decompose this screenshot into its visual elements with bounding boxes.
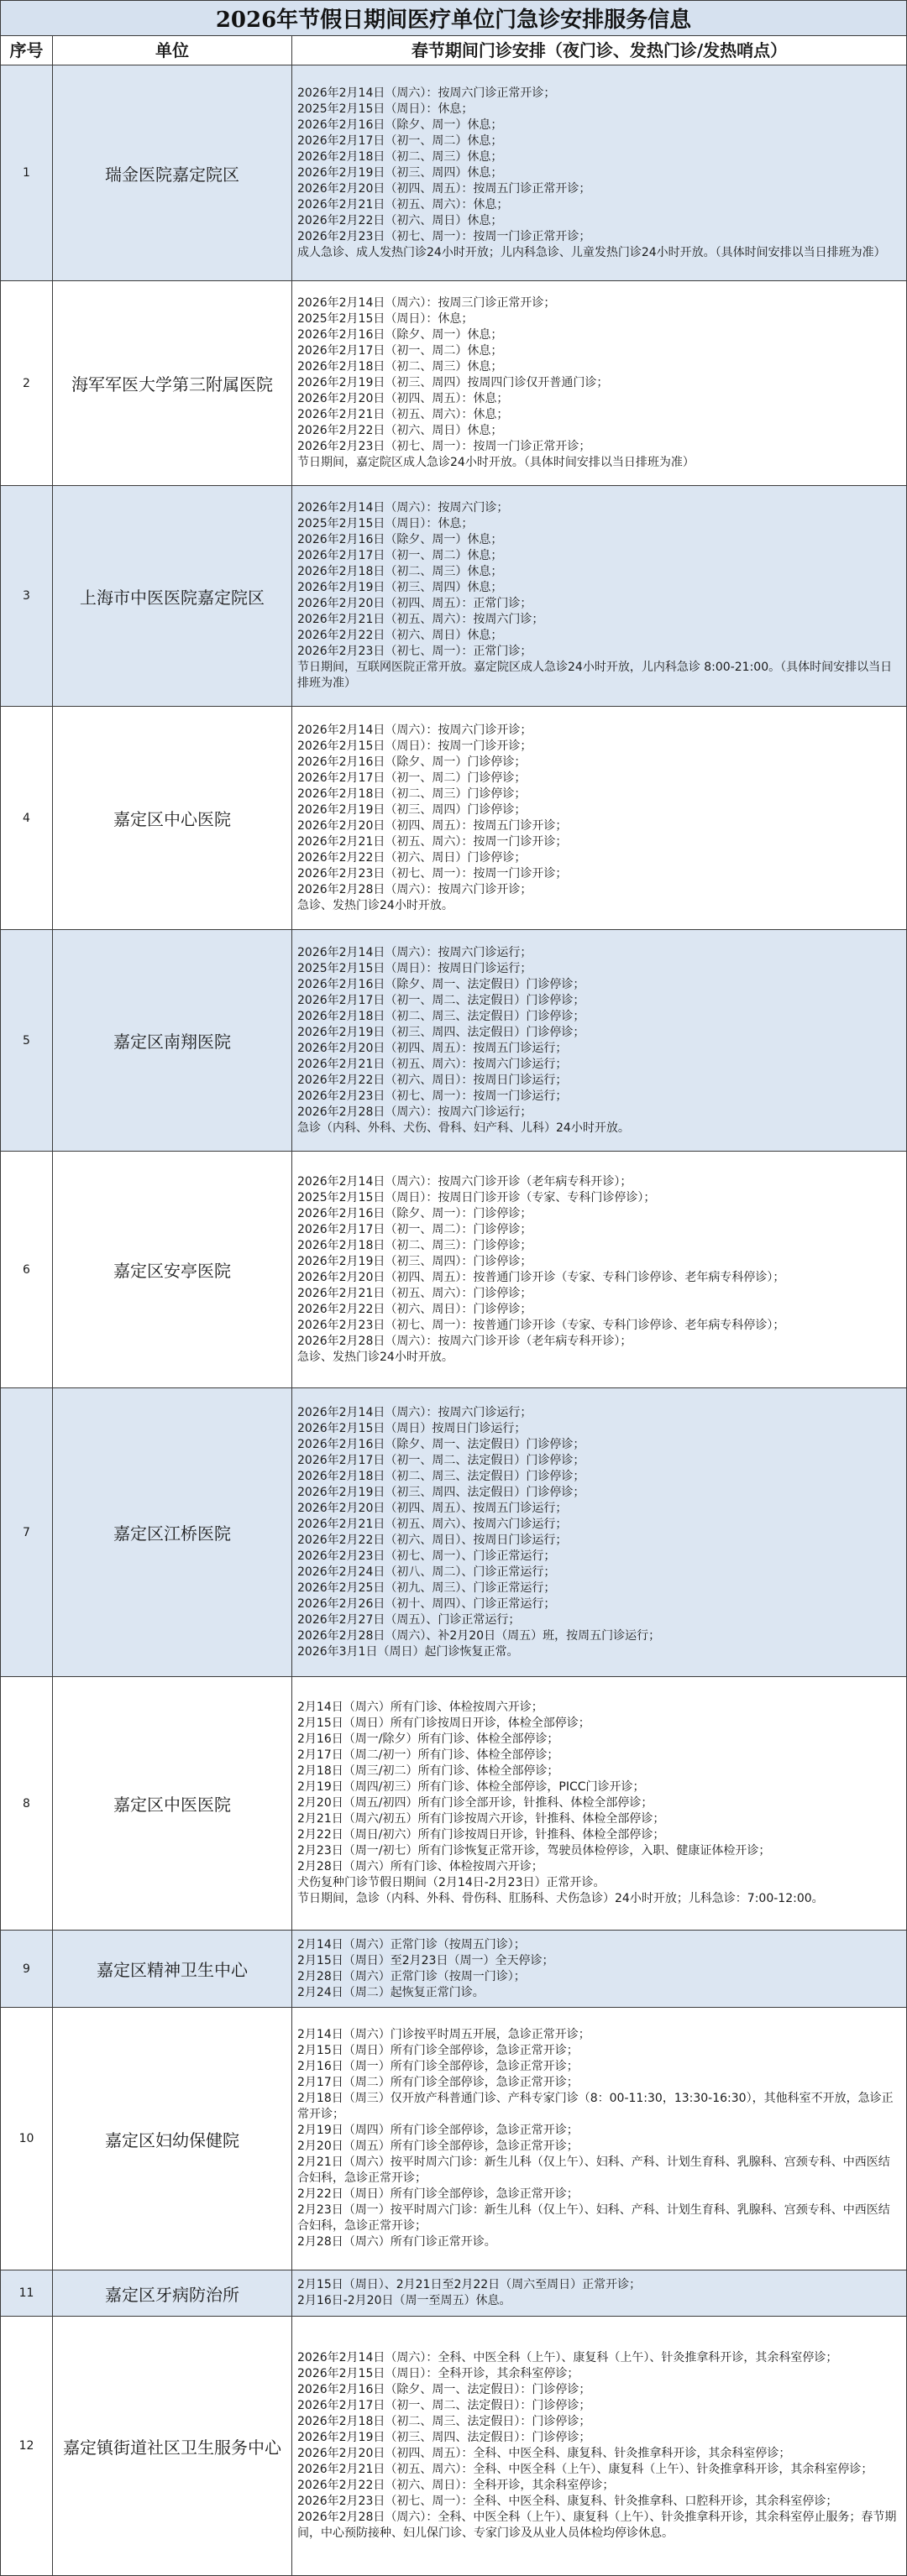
schedule-line: 节日期间，嘉定院区成人急诊24小时开放。（具体时间安排以当日排班为准） bbox=[297, 456, 695, 469]
schedule-line: 2026年2月16日（除夕、周一）休息； bbox=[297, 118, 503, 132]
schedule-line: 2026年2月14日（周六）：按周三门诊正常开诊； bbox=[297, 296, 556, 310]
schedule-line: 2月14日（周六）正常门诊（按周五门诊）； bbox=[297, 1937, 526, 1952]
schedule-line: 2025年2月15日（周日）：按周日门诊运行； bbox=[297, 961, 532, 975]
row-index-cell bbox=[1, 486, 53, 706]
row-index-cell bbox=[1, 2317, 53, 2575]
schedule-line: 2026年2月17日（初一、周二、法定假日）：门诊停诊； bbox=[297, 2399, 591, 2412]
schedule-line: 2月17日（周二/初一）所有门诊、体检全部停诊； bbox=[297, 1748, 559, 1762]
unit-name-cell bbox=[53, 281, 292, 485]
schedule-line: 2月28日（周六）所有门诊、体检按周六开诊； bbox=[297, 1860, 543, 1873]
row-index-cell bbox=[1, 2008, 53, 2270]
schedule-line: 节日期间，互联网医院正常开放。嘉定院区成人急诊24小时开放，儿内科急诊 8:00-21:00。（具体时间安排以当日排班为准） bbox=[297, 661, 893, 690]
table-row bbox=[1, 486, 906, 707]
row-index-cell bbox=[1, 707, 53, 929]
schedule-line: 2月28日（周六）所有门诊正常开诊。 bbox=[297, 2235, 496, 2249]
page-title bbox=[1, 0, 906, 36]
schedule-line: 2026年2月23日（初七、周一）：按周一门诊正常开诊； bbox=[297, 229, 591, 243]
schedule-cell bbox=[292, 486, 906, 706]
table-row bbox=[1, 281, 906, 486]
row-index-cell bbox=[1, 1677, 53, 1930]
schedule-line: 2026年2月17日（初一、周二、法定假日）门诊停诊； bbox=[297, 1453, 585, 1467]
schedule-line: 2026年2月14日（周六）：按周六门诊开诊； bbox=[297, 723, 532, 737]
row-index: 4 bbox=[23, 811, 30, 825]
schedule-line: 2月18日（周三/初二）所有门诊、体检全部停诊； bbox=[297, 1764, 559, 1778]
unit-name: 上海市中医医院嘉定院区 bbox=[80, 587, 265, 608]
row-index: 3 bbox=[23, 589, 30, 603]
schedule-line: 2026年2月14日（周六）：按周六门诊； bbox=[297, 501, 509, 515]
schedule-line: 2026年2月14日（周六）：按周六门诊运行； bbox=[297, 945, 532, 959]
schedule-line: 2月15日（周日）、2月21日至2月22日（周六至周日）正常开诊； bbox=[297, 2278, 642, 2291]
row-index: 9 bbox=[23, 1962, 30, 1976]
table-row bbox=[1, 1677, 906, 1931]
schedule-line: 2月18日（周三）仅开放产科普通门诊、产科专家门诊（8：00-11:30，13:30-16:30），其他科室不开放，急诊正常开诊； bbox=[297, 2092, 894, 2121]
table-row bbox=[1, 930, 906, 1152]
schedule-line: 2026年2月17日（初一、周二）休息； bbox=[297, 344, 503, 358]
table-row bbox=[1, 1152, 906, 1388]
schedule-line: 2月23日（周一）按平时周六门诊：新生儿科（仅上午）、妇科、产科、计划生育科、乳腺科、宫颈专科、中西医结合妇科，急诊正常开诊； bbox=[297, 2203, 890, 2233]
row-index: 5 bbox=[23, 1033, 30, 1048]
schedule-line: 2026年2月18日（初二、周三）：门诊停诊； bbox=[297, 1238, 532, 1252]
schedule-line: 2026年2月18日（初二、周三）休息； bbox=[297, 565, 503, 578]
schedule-line: 2026年2月20日（初四、周五）：正常门诊； bbox=[297, 597, 532, 610]
row-index: 8 bbox=[23, 1796, 30, 1811]
schedule-line: 2026年2月21日（初五、周六）：按周六门诊； bbox=[297, 613, 544, 626]
schedule-cell bbox=[292, 707, 906, 929]
header-unit-label: 单位 bbox=[155, 40, 189, 60]
unit-name-cell bbox=[53, 65, 292, 280]
schedule-line: 2月16日（周一）所有门诊全部停诊，急诊正常开诊； bbox=[297, 2060, 579, 2073]
unit-name: 瑞金医院嘉定院区 bbox=[105, 164, 239, 185]
schedule-line: 2月15日（周日）所有门诊全部停诊，急诊正常开诊； bbox=[297, 2044, 579, 2057]
schedule-line: 2月15日（周日）至2月23日（周一）全天停诊； bbox=[297, 1953, 554, 1967]
unit-name-cell bbox=[53, 2270, 292, 2316]
schedule-line: 2026年2月21日（初五、周六）：全科、中医全科（上午）、康复科（上午）、针灸推拿科开诊，其余科室停诊； bbox=[297, 2463, 873, 2476]
schedule-line: 2026年2月22日（初六、周日）休息； bbox=[297, 629, 503, 642]
schedule-line: 2026年2月15日（周日）：全科开诊，其余科室停诊； bbox=[297, 2367, 579, 2380]
unit-name: 嘉定镇街道社区卫生服务中心 bbox=[63, 2437, 281, 2458]
schedule-line: 2025年2月15日（周日）：按周日门诊开诊（专家、专科门诊停诊）； bbox=[297, 1190, 656, 1204]
table-row bbox=[1, 1388, 906, 1677]
schedule-line: 2026年2月14日（周六）：按周六门诊运行； bbox=[297, 1405, 532, 1419]
unit-name-cell bbox=[53, 1152, 292, 1387]
schedule-line: 2026年2月17日（初一、周二）门诊停诊； bbox=[297, 771, 527, 785]
schedule-line: 2026年2月19日（初三、周四、法定假日）门诊停诊； bbox=[297, 1025, 585, 1039]
unit-name: 嘉定区安亭医院 bbox=[113, 1261, 231, 1281]
schedule-line: 2026年2月20日（初四、周五）：按周五门诊运行； bbox=[297, 1041, 568, 1055]
unit-name-cell bbox=[53, 2317, 292, 2575]
unit-name-cell bbox=[53, 2008, 292, 2270]
schedule-line: 2026年2月23日（初七、周一）：按普通门诊开诊（专家、专科门诊停诊、老年病专科停诊）； bbox=[297, 1318, 785, 1332]
unit-name: 嘉定区妇幼保健院 bbox=[105, 2129, 239, 2150]
schedule-lines bbox=[297, 1700, 901, 1907]
table-row bbox=[1, 707, 906, 930]
schedule-line: 2026年2月22日（初六、周日）：门诊停诊； bbox=[297, 1302, 532, 1316]
unit-name: 海军军医大学第三附属医院 bbox=[71, 374, 273, 394]
schedule-line: 2026年2月20日（初四、周五）、按周五门诊运行； bbox=[297, 1501, 568, 1515]
table-row bbox=[1, 2008, 906, 2270]
schedule-line: 2026年2月25日（初九、周三）、门诊正常运行； bbox=[297, 1581, 556, 1595]
schedule-line: 2026年2月15日（周日）：按周一门诊开诊； bbox=[297, 739, 532, 753]
schedule-line: 2月19日（周四）所有门诊全部停诊，急诊正常开诊； bbox=[297, 2124, 579, 2137]
schedule-line: 2026年2月19日（初三、周四、法定假日）：门诊停诊； bbox=[297, 2431, 591, 2444]
schedule-line: 2026年2月16日（除夕、周一）：门诊停诊； bbox=[297, 1206, 532, 1220]
unit-name: 嘉定区中心医院 bbox=[113, 809, 231, 829]
schedule-line: 急诊、发热门诊24小时开放。 bbox=[297, 1350, 454, 1364]
row-index: 1 bbox=[23, 166, 30, 180]
schedule-line: 2026年2月26日（初十、周四）、门诊正常运行； bbox=[297, 1596, 556, 1611]
schedule-line: 2月20日（周五）所有门诊全部停诊，急诊正常开诊； bbox=[297, 2140, 579, 2153]
unit-name: 嘉定区牙病防治所 bbox=[105, 2284, 239, 2305]
schedule-line: 节日期间，急诊（内科、外科、骨伤科、肛肠科、犬伤急诊）24小时开放；儿科急诊：7:00-12:00。 bbox=[297, 1892, 824, 1905]
schedule-line: 2026年2月21日（初五、周六）：休息； bbox=[297, 408, 509, 421]
row-index-cell bbox=[1, 1388, 53, 1676]
schedule-line: 2026年2月20日（初四、周五）：按普通门诊开诊（专家、专科门诊停诊、老年病专科停诊）； bbox=[297, 1270, 785, 1284]
schedule-line: 2月21日（周六）按平时周六门诊：新生儿科（仅上午）、妇科、产科、计划生育科、乳腺科、宫颈专科、中西医结合妇科，急诊正常开诊； bbox=[297, 2155, 890, 2185]
schedule-line: 2月24日（周二）起恢复正常门诊。 bbox=[297, 1985, 485, 1999]
schedule-cell bbox=[292, 1388, 906, 1676]
unit-name-cell bbox=[53, 930, 292, 1151]
schedule-line: 2026年2月18日（初二、周三、法定假日）门诊停诊； bbox=[297, 1469, 585, 1483]
unit-name-cell bbox=[53, 486, 292, 706]
schedule-line: 2026年2月22日（初六、周日）：按周日门诊运行； bbox=[297, 1073, 568, 1087]
schedule-line: 2026年2月17日（初一、周二）休息； bbox=[297, 549, 503, 562]
table-row bbox=[1, 1931, 906, 2008]
unit-name-cell bbox=[53, 1931, 292, 2007]
schedule-line: 2月23日（周一/初七）所有门诊恢复正常开诊，驾驶员体检停诊，入职、健康证体检开诊； bbox=[297, 1844, 771, 1858]
schedule-line: 2026年2月19日（初三、周四、法定假日）门诊停诊； bbox=[297, 1485, 585, 1499]
schedule-line: 2026年2月18日（初二、周三）休息； bbox=[297, 360, 503, 374]
header-index-label: 序号 bbox=[9, 40, 44, 60]
schedule-line: 2025年2月15日（周日）：休息； bbox=[297, 102, 474, 116]
schedule-line: 2026年2月16日（除夕、周一）门诊停诊； bbox=[297, 755, 527, 769]
schedule-cell bbox=[292, 1152, 906, 1387]
schedule-line: 2月17日（周二）所有门诊全部停诊，急诊正常开诊； bbox=[297, 2076, 579, 2089]
schedule-cell bbox=[292, 2008, 906, 2270]
schedule-cell bbox=[292, 2270, 906, 2316]
schedule-line: 2月19日（周四/初三）所有门诊、体检全部停诊，PICC门诊开诊； bbox=[297, 1780, 645, 1794]
schedule-line: 2026年2月14日（周六）：按周六门诊开诊（老年病专科开诊）； bbox=[297, 1174, 632, 1189]
unit-name: 嘉定区中医医院 bbox=[113, 1795, 231, 1815]
header-schedule-label: 春节期间门诊安排（夜门诊、发热门诊/发热哨点） bbox=[411, 40, 788, 60]
schedule-line: 2026年2月20日（初四、周五）：全科、中医全科、康复科、针灸推拿科开诊，其余科室停诊； bbox=[297, 2447, 791, 2460]
schedule-lines bbox=[297, 2350, 901, 2542]
row-index-cell bbox=[1, 1931, 53, 2007]
schedule-line: 2026年2月19日（初三、周四）：门诊停诊； bbox=[297, 1254, 532, 1268]
schedule-line: 2026年2月18日（初二、周三、法定假日）门诊停诊； bbox=[297, 1009, 585, 1023]
schedule-line: 2026年2月19日（初三、周四）门诊停诊； bbox=[297, 802, 527, 817]
schedule-line: 2025年2月15日（周日）：休息； bbox=[297, 517, 474, 530]
unit-name-cell bbox=[53, 1388, 292, 1676]
schedule-line: 2026年2月19日（初三、周四）按周四门诊仅开普通门诊； bbox=[297, 376, 609, 389]
schedule-line: 2026年2月23日（初七、周一）、门诊正常运行； bbox=[297, 1549, 556, 1563]
schedule-line: 2026年2月28日（周六）：按周六门诊开诊（老年病专科开诊）； bbox=[297, 1334, 632, 1348]
row-index-cell bbox=[1, 930, 53, 1151]
schedule-line: 2026年2月17日（初一、周二）休息； bbox=[297, 133, 503, 148]
schedule-lines bbox=[297, 295, 901, 471]
row-index: 7 bbox=[23, 1525, 30, 1539]
schedule-line: 2026年2月23日（初七、周一）：正常门诊； bbox=[297, 645, 532, 658]
schedule-line: 2月14日（周六）门诊按平时周五开展，急诊正常开诊； bbox=[297, 2028, 590, 2041]
schedule-lines bbox=[297, 1937, 901, 2001]
schedule-line: 2026年2月18日（初二、周三）门诊停诊； bbox=[297, 786, 527, 801]
schedule-line: 2026年2月19日（初三、周四）休息； bbox=[297, 581, 503, 594]
schedule-line: 2026年2月23日（初七、周一）：按周一门诊开诊； bbox=[297, 866, 568, 880]
schedule-line: 急诊、发热门诊24小时开放。 bbox=[297, 898, 454, 912]
schedule-line: 2026年2月22日（初六、周日）门诊停诊； bbox=[297, 850, 527, 865]
schedule-line: 2026年2月16日（除夕、周一）休息； bbox=[297, 533, 503, 546]
schedule-cell bbox=[292, 2317, 906, 2575]
schedule-lines bbox=[297, 945, 901, 1136]
schedule-lines bbox=[297, 2027, 901, 2250]
schedule-line: 2026年2月20日（初四、周五）：按周五门诊正常开诊； bbox=[297, 181, 591, 196]
schedule-line: 2026年2月22日（初六、周日）：全科开诊，其余科室停诊； bbox=[297, 2479, 615, 2492]
schedule-line: 2026年2月15日（周日）按周日门诊运行； bbox=[297, 1421, 527, 1435]
schedule-line: 2026年2月17日（初一、周二）：门诊停诊； bbox=[297, 1222, 532, 1236]
row-index-cell bbox=[1, 65, 53, 280]
unit-name: 嘉定区精神卫生中心 bbox=[97, 1960, 248, 1980]
schedule-line: 2026年2月20日（初四、周五）：按周五门诊开诊； bbox=[297, 818, 568, 833]
schedule-line: 2026年2月21日（初五、周六）：按周六门诊运行； bbox=[297, 1057, 568, 1071]
schedule-line: 2025年2月15日（周日）：休息； bbox=[297, 312, 474, 326]
row-index: 2 bbox=[23, 376, 30, 390]
schedule-line: 2026年2月22日（初六、周日）休息； bbox=[297, 213, 503, 227]
schedule-line: 2026年2月21日（初五、周六）：门诊停诊； bbox=[297, 1286, 532, 1300]
schedule-lines bbox=[297, 500, 901, 692]
schedule-cell bbox=[292, 1931, 906, 2007]
table-row bbox=[1, 65, 906, 281]
row-index: 6 bbox=[23, 1262, 30, 1277]
schedule-line: 2026年2月21日（初五、周六）：休息； bbox=[297, 197, 509, 212]
schedule-line: 2026年2月20日（初四、周五）：休息； bbox=[297, 392, 509, 405]
schedule-line: 2月21日（周六/初五）所有门诊按周六开诊，针推科、体检全部停诊； bbox=[297, 1812, 665, 1826]
schedule-line: 2026年2月23日（初七、周一）：按周一门诊正常开诊； bbox=[297, 440, 591, 453]
schedule-line: 2026年2月23日（初七、周一）：按周一门诊运行； bbox=[297, 1089, 568, 1103]
unit-name-cell bbox=[53, 1677, 292, 1930]
schedule-line: 2026年2月16日（除夕、周一、法定假日）门诊停诊； bbox=[297, 977, 585, 991]
row-index: 10 bbox=[18, 2132, 34, 2145]
row-index-cell bbox=[1, 281, 53, 485]
header-schedule bbox=[292, 36, 906, 65]
schedule-line: 成人急诊、成人发热门诊24小时开放；儿内科急诊、儿童发热门诊24小时开放。（具体时间安排以当日排班为准） bbox=[297, 245, 886, 259]
table-header bbox=[1, 36, 906, 65]
row-index-cell bbox=[1, 1152, 53, 1387]
table-body bbox=[1, 65, 906, 2576]
schedule-lines bbox=[297, 86, 901, 261]
schedule-line: 2026年2月18日（初二、周三、法定假日）：门诊停诊； bbox=[297, 2415, 591, 2428]
unit-name: 嘉定区南翔医院 bbox=[113, 1032, 231, 1052]
schedule-line: 2026年2月22日（初六、周日）、按周日门诊运行； bbox=[297, 1533, 568, 1547]
schedule-line: 2026年2月19日（初三、周四）休息； bbox=[297, 165, 503, 180]
schedule-line: 2月14日（周六）所有门诊、体检按周六开诊； bbox=[297, 1701, 543, 1714]
schedule-line: 2月28日（周六）正常门诊（按周一门诊）； bbox=[297, 1969, 526, 1983]
schedule-line: 2026年2月16日（除夕、周一、法定假日）门诊停诊； bbox=[297, 1437, 585, 1451]
schedule-line: 2026年2月21日（初五、周六）、按周六门诊运行； bbox=[297, 1517, 568, 1531]
schedule-line: 2026年2月14日（周六）：按周六门诊正常开诊； bbox=[297, 86, 556, 100]
header-unit bbox=[53, 36, 292, 65]
schedule-line: 2026年2月28日（周六）：按周六门诊开诊； bbox=[297, 882, 532, 896]
schedule-line: 犬伤复种门诊节假日期间（2月14日-2月23日）正常开诊。 bbox=[297, 1876, 606, 1889]
row-index: 12 bbox=[18, 2439, 34, 2453]
schedule-line: 2026年2月23日（初七、周一）：全科、中医全科、康复科、针灸推拿科、口腔科开诊，其余科室停诊； bbox=[297, 2495, 838, 2508]
schedule-cell bbox=[292, 930, 906, 1151]
title-text: 2026年节假日期间医疗单位门急诊安排服务信息 bbox=[215, 8, 692, 33]
schedule-line: 急诊（内科、外科、犬伤、骨科、妇产科、儿科）24小时开放。 bbox=[297, 1121, 630, 1135]
row-index-cell bbox=[1, 2270, 53, 2316]
schedule-line: 2026年2月16日（除夕、周一、法定假日）：门诊停诊； bbox=[297, 2383, 591, 2396]
schedule-line: 2026年2月28日（周六）：全科、中医全科（上午）、康复科（上午）、针灸推拿科开诊，其余科室停止服务；春节期间，中心预防接种、妇儿保门诊、专家门诊及从业人员体检均停诊休息。 bbox=[297, 2511, 897, 2540]
schedule-line: 2月16日-2月20日（周一至周五）休息。 bbox=[297, 2294, 511, 2307]
schedule-line: 2月15日（周日）所有门诊按周日开诊，体检全部停诊； bbox=[297, 1716, 590, 1730]
schedule-lines bbox=[297, 2277, 901, 2309]
schedule-line: 2月16日（周一/除夕）所有门诊、体检全部停诊； bbox=[297, 1732, 559, 1746]
schedule-cell bbox=[292, 281, 906, 485]
row-index: 11 bbox=[18, 2286, 34, 2300]
header-index bbox=[1, 36, 53, 65]
schedule-cell bbox=[292, 1677, 906, 1930]
schedule-line: 2月22日（周日/初六）所有门诊按周日开诊，针推科、体检全部停诊； bbox=[297, 1828, 665, 1842]
schedule-line: 2026年2月16日（除夕、周一）休息； bbox=[297, 328, 503, 342]
schedule-line: 2026年2月24日（初八、周二）、门诊正常运行； bbox=[297, 1565, 556, 1579]
schedule-line: 2026年2月22日（初六、周日）休息； bbox=[297, 424, 503, 437]
schedule-lines bbox=[297, 1405, 901, 1660]
unit-name: 嘉定区江桥医院 bbox=[113, 1523, 231, 1544]
schedule-lines bbox=[297, 723, 901, 914]
schedule-line: 2026年2月28日（周六）：按周六门诊运行； bbox=[297, 1105, 532, 1119]
schedule-lines bbox=[297, 1174, 901, 1366]
unit-name-cell bbox=[53, 707, 292, 929]
schedule-line: 2026年2月28日（周六）、补2月20日（周五）班，按周五门诊运行； bbox=[297, 1628, 661, 1643]
schedule-line: 2026年2月17日（初一、周二、法定假日）门诊停诊； bbox=[297, 993, 585, 1007]
table-row bbox=[1, 2270, 906, 2317]
schedule-line: 2月20日（周五/初四）所有门诊全部开诊，针推科、体检全部停诊； bbox=[297, 1796, 653, 1810]
schedule-line: 2026年2月21日（初五、周六）：按周一门诊开诊； bbox=[297, 834, 568, 849]
schedule-cell bbox=[292, 65, 906, 280]
schedule-line: 2026年2月27日（周五）、门诊正常运行； bbox=[297, 1612, 521, 1627]
schedule-line: 2月22日（周日）所有门诊全部停诊，急诊正常开诊； bbox=[297, 2187, 579, 2201]
table-row bbox=[1, 2317, 906, 2576]
schedule-line: 2026年2月14日（周六）：全科、中医全科（上午）、康复科（上午）、针灸推拿科开诊，其余科室停诊； bbox=[297, 2351, 838, 2364]
schedule-line: 2026年2月18日（初二、周三）休息； bbox=[297, 149, 503, 164]
schedule-line: 2026年3月1日（周日）起门诊恢复正常。 bbox=[297, 1644, 519, 1659]
